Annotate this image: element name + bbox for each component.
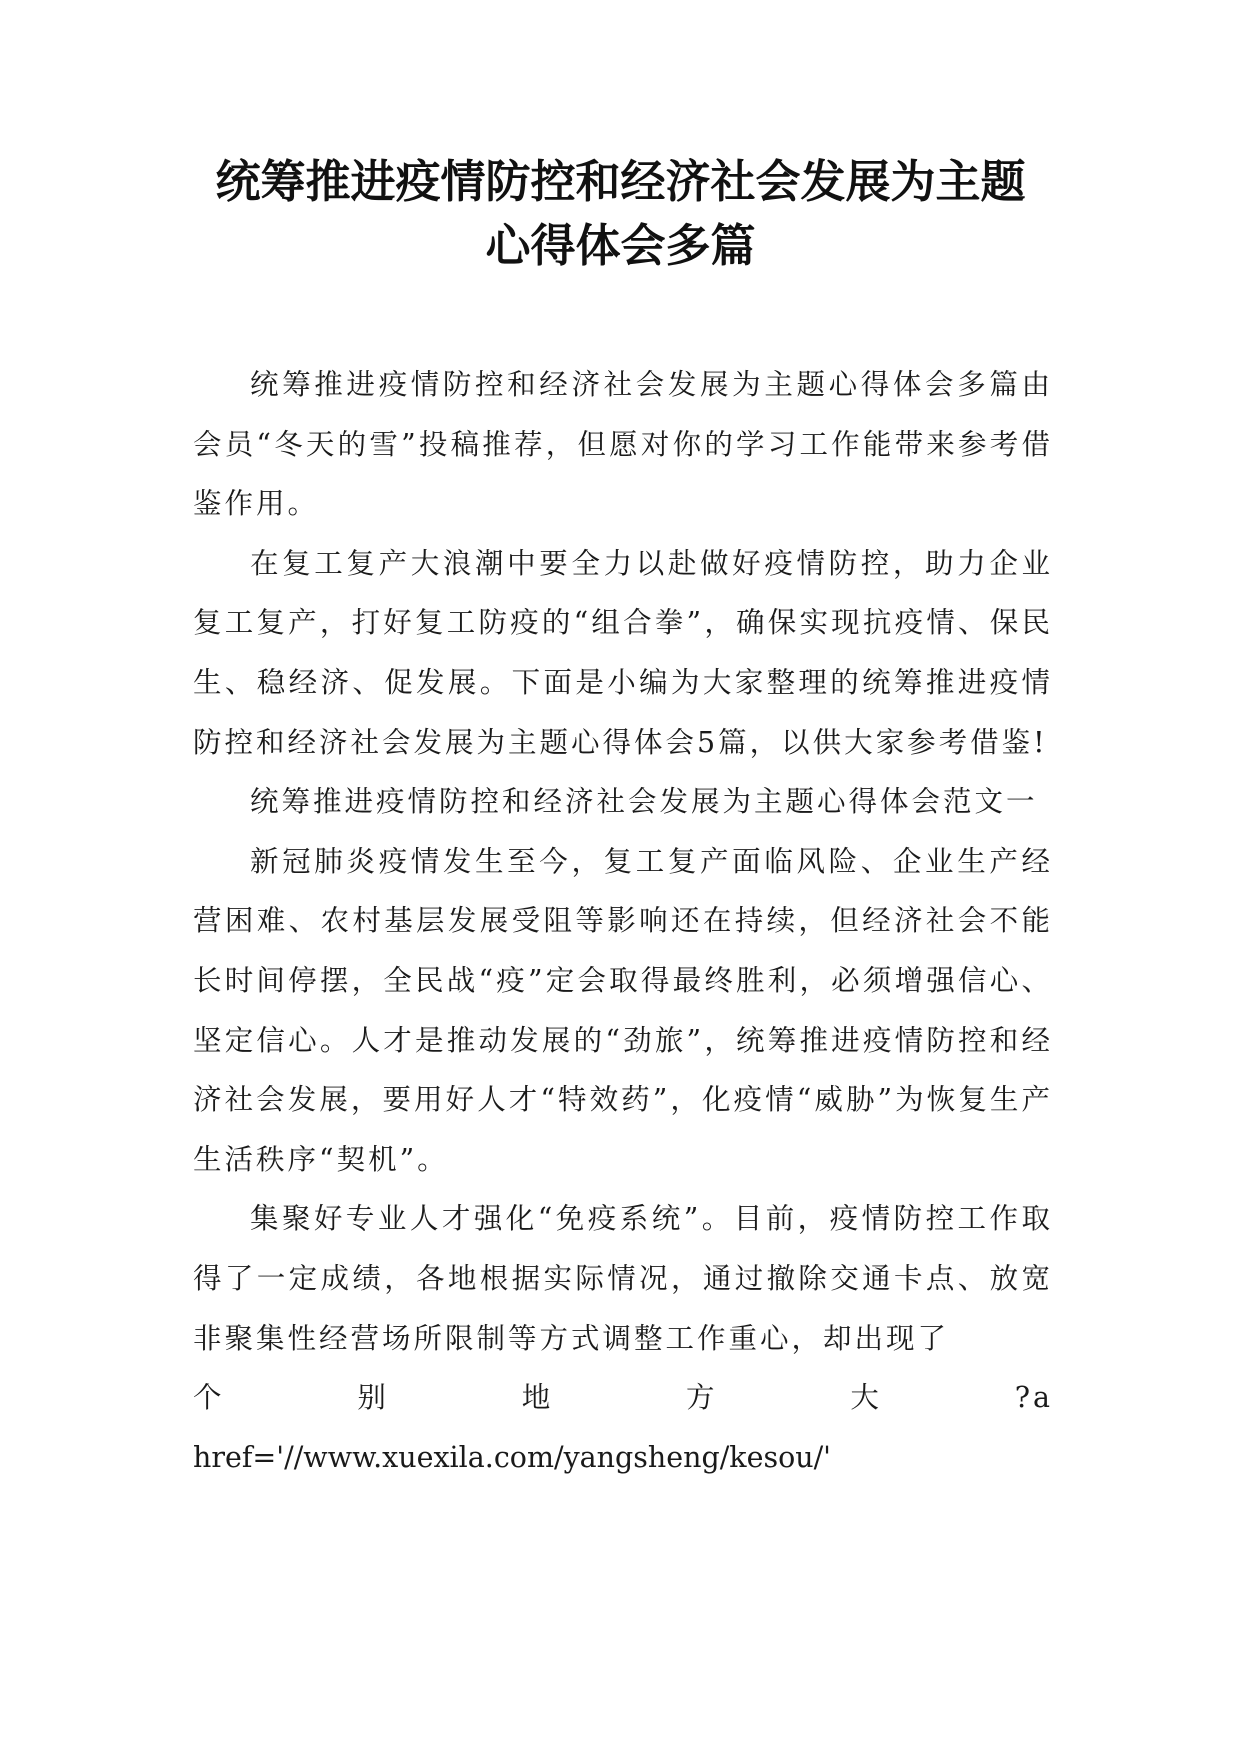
document-title-line2: 心得体会多篇	[485, 219, 756, 272]
spread-word: 地	[521, 1381, 554, 1415]
document-body	[193, 355, 1053, 1487]
spread-word: ?a	[1014, 1381, 1053, 1415]
spread-word: 个	[193, 1381, 225, 1415]
paragraph-summary: 在复工复产大浪潮中要全力以赴做好疫情防控，助力企业复工复产，打好复工防疫的“组合拳”，确保实现抗疫情、保民生、稳经济、促发展。下面是小编为大家整理的统筹推进疫情防控和经济社会发展为主题心得体会5篇，以供大家参考借鉴!	[193, 546, 1053, 759]
paragraph-intro: 统筹推进疫情防控和经济社会发展为主题心得体会多篇由会员“冬天的雪”投稿推荐，但愿对你的学习工作能带来参考借鉴作用。	[193, 368, 1053, 521]
url-text: href='//www.xuexila.com/yangsheng/kesou/'	[193, 1440, 832, 1474]
paragraph-body-2: 集聚好专业人才强化“免疫系统”。目前，疫情防控工作取得了一定成绩，各地根据实际情况，通过撤除交通卡点、放宽非聚集性经营场所限制等方式调整工作重心，却出现了	[193, 1202, 1053, 1355]
spread-word: 别	[357, 1381, 389, 1415]
paragraph-body-1: 新冠肺炎疫情发生至今，复工复产面临风险、企业生产经营困难、农村基层发展受阻等影响还在持续，但经济社会不能长时间停摆，全民战“疫”定会取得最终胜利，必须增强信心、坚定信心。人才是推动发展的“劲旅”，统筹推进疫情防控和经济社会发展，要用好人才“特效药”，化疫情“威胁”为恢复生产生活秩序“契机”。	[193, 844, 1053, 1176]
document-title-line1: 统筹推进疫情防控和经济社会发展为主题	[215, 155, 1026, 208]
spread-text-line	[193, 1368, 1053, 1428]
spread-word: 方	[686, 1381, 718, 1415]
spread-word: 大	[850, 1381, 882, 1415]
paragraph-section-heading: 统筹推进疫情防控和经济社会发展为主题心得体会范文一	[250, 785, 1038, 819]
